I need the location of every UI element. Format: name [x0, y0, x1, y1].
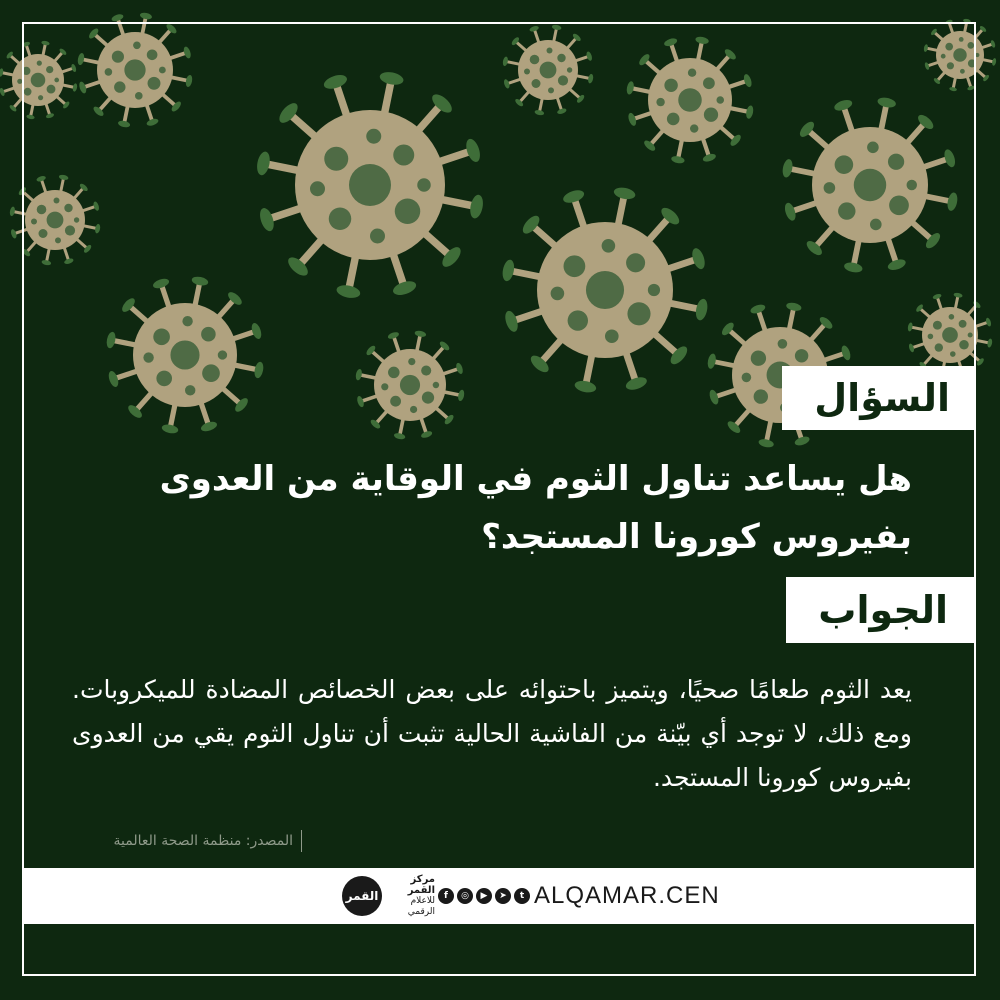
virus-icon [255, 70, 485, 300]
answer-label: الجواب [786, 577, 976, 643]
logo-text [387, 874, 435, 918]
twitter-icon[interactable]: t [514, 888, 530, 904]
virus-icon [105, 275, 264, 434]
virus-icon [781, 96, 959, 274]
question-label: السؤال [782, 366, 976, 430]
social-handle[interactable]: ALQAMAR.CEN [534, 882, 720, 909]
question-text: هل يساعد تناول الثوم في الوقاية من العدوى بفيروس كورونا المستجد؟ [159, 459, 912, 557]
virus-icon [77, 12, 193, 128]
alqamar-logo: القمر [342, 876, 382, 916]
instagram-icon[interactable]: ◎ [457, 888, 473, 904]
virus-icon [923, 18, 997, 92]
virus-icon [501, 186, 709, 394]
virus-icon [0, 40, 78, 120]
facebook-icon[interactable]: f [438, 888, 454, 904]
virus-icon [355, 330, 465, 440]
telegram-icon[interactable]: ➤ [495, 888, 511, 904]
virus-icon [626, 36, 755, 165]
virus-icon [502, 24, 594, 116]
answer-text: يعد الثوم طعامًا صحيًا، ويتميز باحتوائه على بعض الخصائص المضادة للميكروبات. ومع ذلك، لا توجد أي بيّنة من الفاشية الحالية تثبت أن تناول الثوم يقي من العدوى بفيروس كورونا المستجد. [72, 675, 912, 792]
logo-title: مركز القمر [407, 874, 435, 896]
footer-bar [24, 868, 974, 924]
virus-icon [907, 292, 993, 378]
logo-subtitle: للاعلام الرقمي [407, 896, 435, 917]
youtube-icon[interactable]: ▶ [476, 888, 492, 904]
virus-icon [9, 174, 101, 266]
source-caption: المصدر: منظمة الصحة العالمية [114, 830, 302, 852]
